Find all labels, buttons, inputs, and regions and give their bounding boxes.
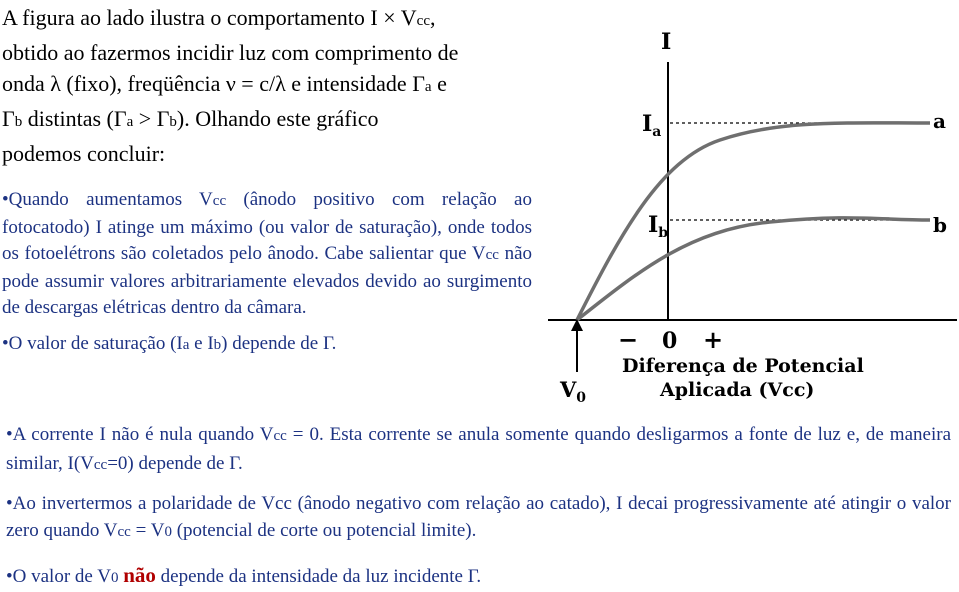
y-axis-label: I [661, 29, 672, 55]
a-subscript: a [182, 336, 190, 353]
bullet-nonzero-current [6, 421, 951, 479]
zero-subscript: 0 [164, 524, 172, 540]
a-subscript: a [424, 79, 432, 95]
ia-label [642, 111, 661, 140]
bullet-1-text-c: (ânodo positivo com relação ao fotocatodo) I atinge um máximo (ou valor de saturação), onde todos os fotoelétrons são coletados pelo ânodo. Cabe salientar que V [2, 189, 532, 264]
intro-paragraph [2, 2, 542, 169]
left-bullets [2, 187, 532, 358]
bullet-3-text-e: =0) depende de Γ. [107, 453, 243, 474]
bullet-4-text-e: (potencial de corte ou potencial limite). [171, 520, 477, 541]
intro-vcc: V [395, 5, 417, 30]
b-subscript: b [169, 114, 177, 130]
bullet-2-text-c: e I [189, 332, 214, 354]
cc-subscript: cc [416, 13, 430, 29]
v0-label [559, 377, 586, 406]
emphasis-nao: não [123, 563, 156, 587]
bullet-5-text-e: depende da intensidade da luz incidente Γ. [155, 566, 482, 587]
cc-subscript: cc [117, 524, 131, 540]
bullet-2-text-e: ) depende de Γ. [221, 332, 337, 354]
curve-a [577, 123, 930, 320]
plus-sign: + [703, 325, 724, 354]
intro-line-1: A figura ao lado ilustra o comportamento I [2, 5, 384, 30]
bullet-2-text-a: •O valor de saturação (I [2, 332, 183, 354]
greater-than: > Γ [133, 106, 170, 131]
intro-line-4: distintas (Γ [22, 106, 127, 131]
intro-line-5: podemos concluir: [2, 141, 166, 166]
minus-sign: − [618, 325, 639, 354]
bullet-3-text-a: •A corrente I não é nula quando V [6, 424, 274, 445]
cc-subscript: cc [485, 247, 499, 263]
bullet-saturation-value [2, 331, 532, 359]
curve-b [577, 218, 930, 320]
a-subscript: a [126, 114, 134, 130]
ia-main: I [642, 111, 653, 137]
intro-line-2: obtido ao fazermos incidir luz com comprimento de [2, 40, 459, 65]
intro-and: e [431, 71, 447, 96]
cc-subscript: cc [212, 193, 227, 209]
b-subscript: b [14, 114, 23, 130]
curve-b-label: b [933, 213, 947, 237]
ib-main: I [648, 212, 659, 238]
bullet-4-text-a: •Ao invertermos a polaridade de Vcc (ânodo negativo com relação ao catado), I decai progressivamente até atingir o valor zero quando V [6, 493, 951, 541]
times-symbol: × [383, 5, 396, 30]
x-axis-title-line-1: Diferença de Potencial [622, 355, 864, 377]
bullet-1-text-a: •Quando aumentamos V [2, 189, 213, 210]
bullet-3-text-c: = 0. Esta corrente se anula somente quando desligarmos a fonte de luz e, de maneira similar, I(V [6, 424, 951, 474]
ib-subscript: b [658, 225, 669, 241]
bullet-v0-independence [6, 562, 951, 592]
intro-comma: , [429, 5, 436, 30]
bullet-saturation [2, 187, 532, 322]
bullet-5-text-a: •O valor de V [6, 566, 111, 587]
intro-line-4-end: ). Olhando este gráfico [176, 106, 379, 131]
v0-main: V [560, 377, 577, 402]
zero-subscript: 0 [110, 570, 119, 586]
cc-subscript: cc [273, 428, 287, 444]
cc-subscript: cc [93, 457, 108, 473]
bullet-reverse-polarity [6, 490, 951, 546]
b-subscript: b [213, 336, 222, 353]
origin-label: 0 [662, 328, 678, 354]
intro-line-3: onda λ (fixo), freqüência ν = c/λ e intensidade Γ [2, 71, 425, 96]
ia-subscript: a [652, 124, 662, 140]
photoelectric-graph [540, 25, 959, 410]
bullet-1-text-e: não pode assumir valores arbitrariamente elevados devido ao surgimento de descargas elétricas dentro da câmara. [2, 243, 532, 318]
gamma-symbol: Γ [2, 106, 15, 131]
x-axis-title-line-2: Aplicada (Vcc) [660, 379, 815, 401]
bullet-4-text-c: = V [130, 520, 165, 541]
v0-subscript: 0 [576, 390, 587, 406]
curve-a-label: a [933, 109, 946, 133]
ib-label [648, 212, 668, 241]
